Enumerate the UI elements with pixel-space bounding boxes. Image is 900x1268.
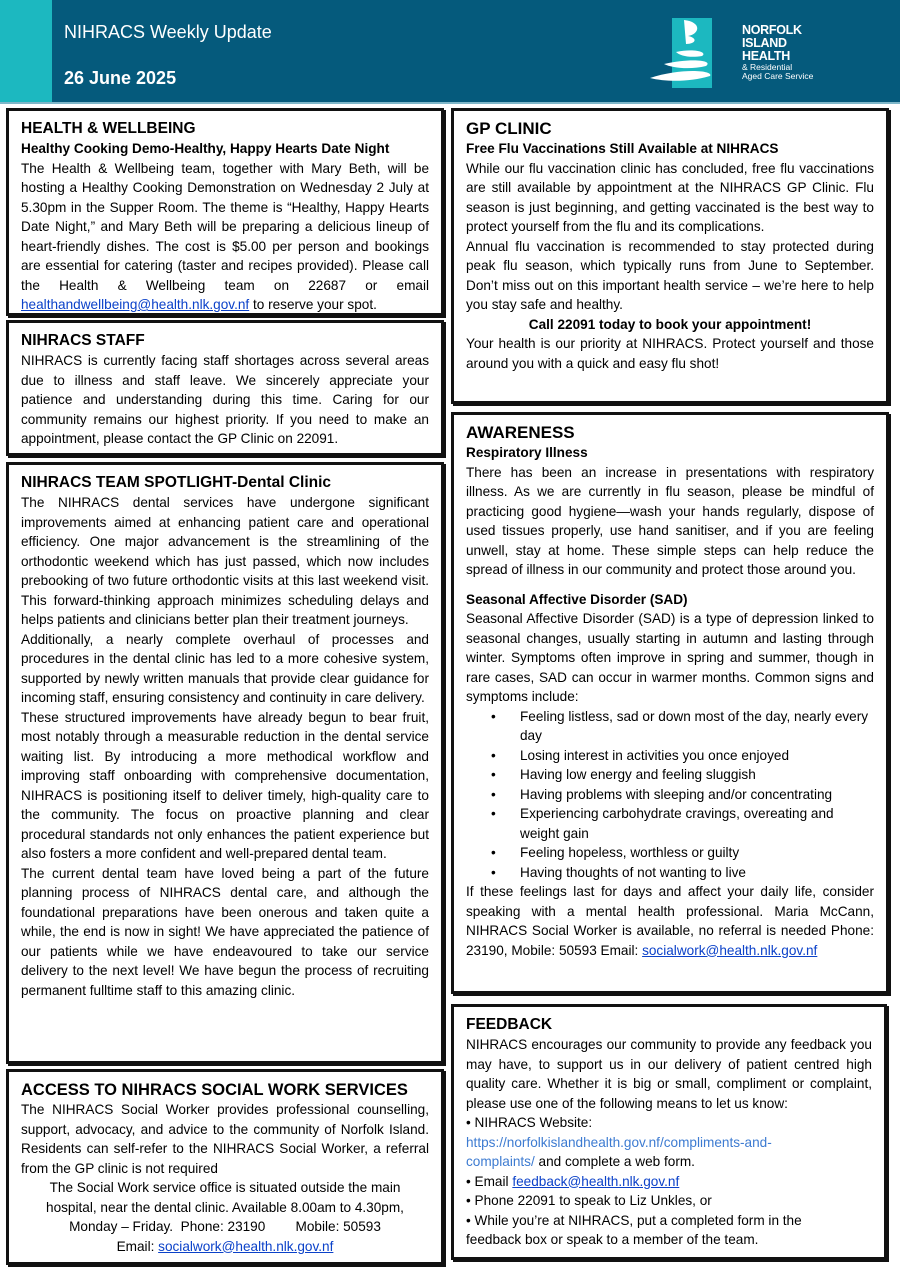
phone-line: • Phone 22091 to speak to Liz Unkles, or bbox=[466, 1193, 712, 1208]
logo-line-5: Aged Care Service bbox=[742, 71, 814, 81]
symptoms-list bbox=[466, 707, 874, 883]
section-heading: AWARENESS bbox=[466, 423, 575, 442]
email-link[interactable]: healthandwellbeing@health.nlk.gov.nf bbox=[21, 297, 250, 312]
paragraph: Your health is our priority at NIHRACS. Protect yourself and those around you with a quick and easy flu shot! bbox=[466, 336, 874, 371]
website-line bbox=[466, 1152, 872, 1172]
website-link-cont[interactable]: complaints/ bbox=[466, 1154, 535, 1169]
sad-closing bbox=[466, 882, 874, 960]
logo-line-1: NORFOLK bbox=[742, 23, 802, 37]
email-link[interactable]: socialwork@health.nlk.gov.nf bbox=[158, 1238, 334, 1254]
sad-body: Seasonal Affective Disorder (SAD) is a type of depression linked to seasonal changes, usually starting in autumn and lasting through winter. Symptoms often improve in spring and summer, though in rare cases, SAD can occur in warmer months. Common signs and symptoms include: bbox=[466, 611, 874, 704]
website-label: • NIHRACS Website: bbox=[466, 1115, 593, 1130]
feedback-section bbox=[451, 1004, 887, 1260]
newsletter-date: 26 June 2025 bbox=[64, 68, 177, 88]
email-line bbox=[466, 1172, 872, 1192]
office-info bbox=[21, 1178, 429, 1256]
section-heading: NIHRACS STAFF bbox=[21, 332, 145, 349]
section-heading: HEALTH & WELLBEING bbox=[21, 120, 196, 137]
paragraph: The current dental team have loved being a part of the future planning process of NIHRACS dental care, and although the foundational preparations have been onerous and taken quite a while, the end is now in sight! We have appreciated the patience of our patients while we have endeavoured to take our service delivery to the next level! We have begun the process of recruiting permanent fulltime staff to this amazing clinic. bbox=[21, 865, 429, 998]
in-person-line: feedback box or speak to a member of the team. bbox=[466, 1232, 759, 1247]
office-email bbox=[21, 1237, 429, 1257]
list-item: • Experiencing carbohydrate cravings, overeating and weight gain bbox=[520, 804, 874, 843]
staff-section bbox=[6, 320, 444, 456]
office-line: The Social Work service office is situated outside the main bbox=[49, 1180, 401, 1195]
body-text-end: to reserve your spot. bbox=[249, 297, 377, 312]
website-link[interactable]: https://norfolkislandhealth.gov.nf/compliments-and- bbox=[466, 1134, 772, 1150]
website-suffix: and complete a web form. bbox=[534, 1154, 695, 1169]
header-banner bbox=[0, 0, 900, 102]
email-link[interactable]: socialwork@health.nlk.gov.nf bbox=[642, 942, 818, 958]
respiratory-subheading: Respiratory Illness bbox=[466, 445, 588, 460]
respiratory-body: There has been an increase in presentations with respiratory illness. As we are currently in flu season, please be mindful of practicing good hygiene—wash your hands regularly, dispose of used tissues properly, use hand sanitiser, and if you are feeling unwell, stay at home. These simple steps can help reduce the spread of illness in our community and protect those around you. bbox=[466, 464, 874, 577]
logo-text bbox=[742, 24, 813, 81]
health-wellbeing-section bbox=[6, 108, 444, 316]
logo-line-3: HEALTH bbox=[742, 49, 790, 63]
paragraph: These structured improvements have already begun to bear fruit, most notably through a measurable reduction in the dental service waiting list. By introducing a more methodical workflow and improving staff onboarding with comprehensive documentation, NIHRACS is positioning itself to deliver timely, high-quality care to the community. The focus on proactive planning and clear procedural standards not only enhances the patient experience but also fosters a more confident and well-prepared dental team. bbox=[21, 709, 429, 861]
section-heading: ACCESS TO NIHRACS SOCIAL WORK SERVICES bbox=[21, 1081, 408, 1099]
social-work-section bbox=[6, 1069, 444, 1265]
paragraph: While our flu vaccination clinic has concluded, free flu vaccinations are still available by appointment at the NIHRACS GP Clinic. Flu season is just beginning, and getting vaccinated is the best way to protect yourself from the flu and its complications. bbox=[466, 160, 874, 234]
awareness-section bbox=[451, 412, 889, 994]
newsletter-title: NIHRACS Weekly Update bbox=[64, 22, 272, 42]
header-divider bbox=[0, 102, 900, 104]
closing-text: If these feelings last for days and affect your daily life, consider speaking with a mental health professional. Maria McCann, NIHRACS Social Worker is available, no referral is needed Phone: 23190, Mobile: 50593 Email: bbox=[466, 884, 874, 958]
list-item: • Losing interest in activities you once enjoyed bbox=[520, 746, 874, 766]
email-label: • Email bbox=[466, 1173, 513, 1189]
email-label: Email: bbox=[116, 1238, 159, 1254]
gp-clinic-section bbox=[451, 108, 889, 404]
section-heading: GP CLINIC bbox=[466, 119, 552, 138]
section-body bbox=[21, 159, 429, 315]
section-body: NIHRACS is currently facing staff shortages across several areas due to illness and staff leave. We sincerely appreciate your patience and understanding during this time. Caring for our community remains our highest priority. If you need to make an appointment, please contact the GP Clinic on 22091. bbox=[21, 353, 429, 446]
list-item: • Feeling listless, sad or down most of the day, nearly every day bbox=[520, 707, 874, 746]
logo-line-4: & Residential bbox=[742, 62, 793, 72]
sad-subheading: Seasonal Affective Disorder (SAD) bbox=[466, 591, 688, 607]
section-body: The NIHRACS Social Worker provides professional counselling, support, advocacy, and advice to the community of Norfolk Island. Residents can self-refer to the NIHRACS Social Worker, a referral from the GP clinic is not required bbox=[21, 1102, 429, 1176]
list-item: • Having thoughts of not wanting to live bbox=[520, 863, 874, 883]
section-heading: FEEDBACK bbox=[466, 1016, 553, 1033]
paragraph: The NIHRACS dental services have undergone significant improvements aimed at enhancing patient care and operational efficiency. One major advancement is the streamlining of the orthodontic weekend which has just passed, which now includes prebooking of two future orthodontic visits at this last weekend visit. This forward-thinking approach minimizes scheduling delays and helps patients and clinicians better plan their treatment journeys. bbox=[21, 495, 429, 627]
email-link[interactable]: feedback@health.nlk.gov.nf bbox=[512, 1173, 680, 1189]
logo-emblem-icon bbox=[650, 12, 738, 92]
website-line bbox=[466, 1133, 872, 1153]
paragraph: Annual flu vaccination is recommended to stay protected during peak flu season, which typically runs from June to September. Don’t miss out on this important health service – we’re here to help you stay safe and healthy. bbox=[466, 238, 874, 312]
call-to-action: Call 22091 today to book your appointment! bbox=[528, 316, 812, 332]
accent-stripe bbox=[0, 0, 52, 102]
list-item: • Having problems with sleeping and/or concentrating bbox=[520, 785, 874, 805]
logo-line-2: ISLAND bbox=[742, 36, 787, 50]
section-subheading: Healthy Cooking Demo-Healthy, Happy Hearts Date Night bbox=[21, 141, 390, 156]
section-body: NIHRACS encourages our community to provide any feedback you may have, to support us in our delivery of patient centred high quality care. Whether it is big or small, compliment or complaint, please use one of the following means to let us know: bbox=[466, 1037, 872, 1111]
office-line: hospital, near the dental clinic. Available 8.00am to 4.30pm, bbox=[46, 1199, 404, 1215]
body-text: The Health & Wellbeing team, together with Mary Beth, will be hosting a Healthy Cooking Demonstration on Wednesday 2 July at 5.30pm in the Supper Room. The theme is “Healthy, Happy Hearts Date Night,” and Mary Beth will be preparing a delicious lineup of heart-friendly dishes. The cost is $5.00 per person and bookings are essential for catering (taster and recipes provided). Please call the Health & Wellbeing team on 22687 or email bbox=[21, 160, 429, 293]
team-spotlight-section bbox=[6, 462, 444, 1064]
section-subheading: Free Flu Vaccinations Still Available at NIHRACS bbox=[466, 141, 779, 156]
spacer bbox=[466, 580, 874, 590]
list-item: • Having low energy and feeling sluggish bbox=[520, 765, 874, 785]
in-person-line: • While you’re at NIHRACS, put a completed form in the bbox=[466, 1212, 802, 1228]
section-heading: NIHRACS TEAM SPOTLIGHT-Dental Clinic bbox=[21, 474, 332, 491]
paragraph: Additionally, a nearly complete overhaul of processes and procedures in the dental clinic has led to a more cohesive system, supported by newly written manuals that provide clear guidance for incoming staff, ensuring consistency and continuity in care delivery. bbox=[21, 631, 429, 705]
office-line: Monday – Friday. Phone: 23190 Mobile: 50593 bbox=[69, 1219, 381, 1234]
list-item: • Feeling hopeless, worthless or guilty bbox=[520, 843, 874, 863]
norfolk-island-health-logo bbox=[650, 12, 830, 92]
